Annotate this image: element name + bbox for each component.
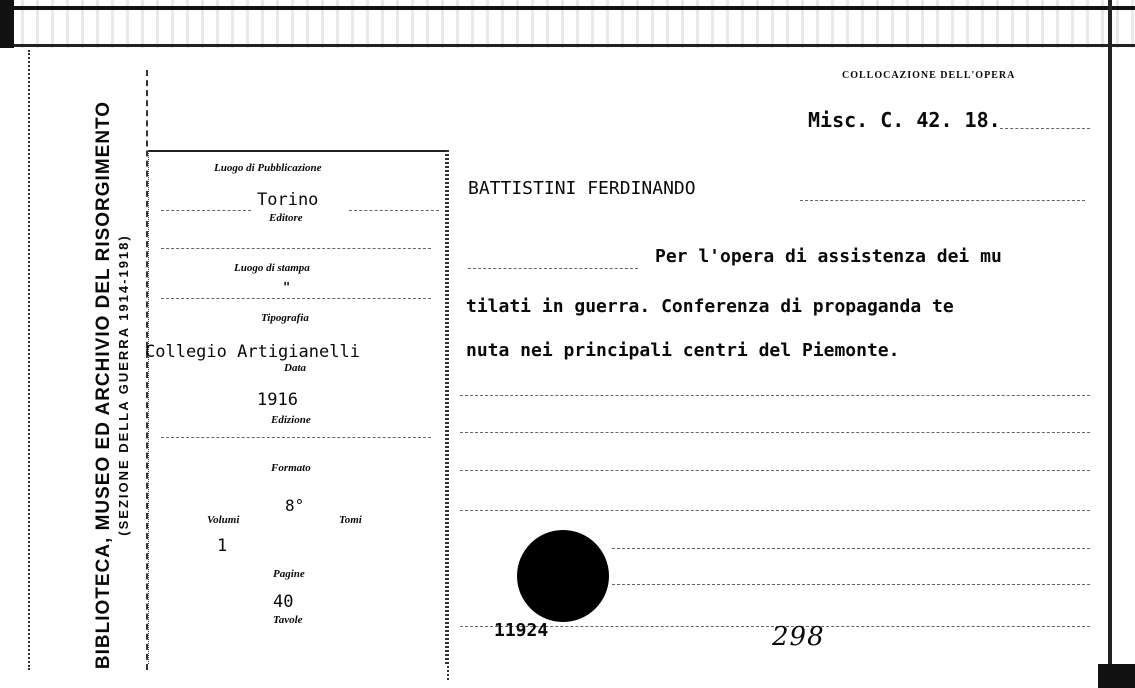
author-name: BATTISTINI FERDINANDO	[468, 178, 696, 199]
pencil-note: 298	[772, 622, 825, 652]
dotted-rule	[460, 395, 1090, 396]
edition-label: Edizione	[271, 414, 311, 426]
date-value: 1916	[257, 390, 298, 410]
dotted-rule	[161, 298, 431, 299]
volumes-label: Volumi	[207, 514, 240, 526]
pages-value: 40	[273, 592, 294, 612]
accession-number: 11924	[494, 620, 549, 641]
title-line-2: tilati in guerra. Conferenza di propaganda te	[466, 296, 954, 317]
dotted-rule	[468, 268, 638, 269]
dotted-rule	[1000, 128, 1090, 129]
tomes-label: Tomi	[339, 514, 362, 526]
left-card-edge	[28, 50, 32, 670]
shelfmark: Misc. C. 42. 18.	[808, 108, 1001, 132]
printer-label: Tipografia	[261, 312, 309, 324]
institution-subtitle: (SEZIONE DELLA GUERRA 1914-1918)	[115, 234, 131, 536]
publication-details-box	[145, 150, 447, 664]
printer-value: Collegio Artigianelli	[145, 342, 360, 362]
collocation-label: COLLOCAZIONE DELL'OPERA	[842, 70, 1016, 81]
dotted-rule	[161, 248, 431, 249]
dotted-rule	[161, 437, 431, 438]
print-place-value: "	[283, 280, 291, 294]
punch-hole	[517, 530, 609, 622]
top-border-line	[0, 6, 1135, 10]
bottom-corner-mark	[1098, 664, 1135, 688]
publisher-label: Editore	[269, 212, 303, 224]
dotted-rule	[800, 200, 1085, 201]
pages-label: Pagine	[273, 568, 305, 580]
dotted-rule	[349, 210, 439, 211]
title-line-3: nuta nei principali centri del Piemonte.	[466, 340, 900, 361]
right-card-edge	[1108, 0, 1112, 688]
date-label: Data	[284, 362, 306, 374]
plates-label: Tavole	[273, 614, 303, 626]
print-place-label: Luogo di stampa	[234, 262, 310, 274]
corner-mark	[0, 0, 14, 48]
right-dotted-separator	[447, 150, 449, 680]
dotted-rule	[161, 210, 251, 211]
dotted-rule	[612, 548, 1090, 549]
dotted-rule	[612, 584, 1090, 585]
dotted-rule	[460, 510, 1090, 511]
top-border-line-lower	[0, 44, 1135, 47]
place-label: Luogo di Pubblicazione	[214, 162, 322, 174]
format-value: 8°	[285, 496, 305, 515]
format-label: Formato	[271, 462, 311, 474]
dotted-rule	[460, 470, 1090, 471]
place-value: Torino	[257, 190, 319, 210]
dotted-rule	[460, 432, 1090, 433]
title-line-1: Per l'opera di assistenza dei mu	[655, 246, 1002, 267]
institution-title: BIBLIOTECA, MUSEO ED ARCHIVIO DEL RISORGIMENTO	[93, 100, 114, 670]
volumes-value: 1	[217, 536, 228, 556]
institution-heading	[92, 101, 132, 669]
